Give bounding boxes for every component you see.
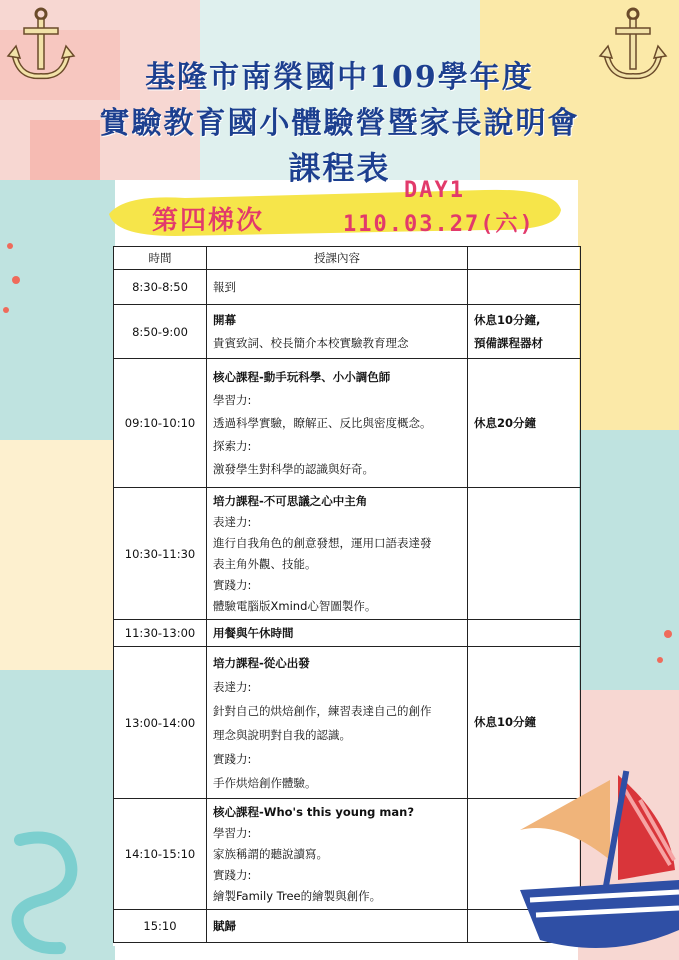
time-cell: 11:30-13:00 [114,620,207,647]
table-header-row [114,247,581,270]
note-cell [468,620,581,647]
time-cell: 8:50-9:00 [114,305,207,359]
content-line: 學習力: [213,392,252,407]
content-line: 貴賓致詞、校長簡介本校實驗教育理念 [213,335,409,350]
content-line: 培力課程-不可思議之心中主角 [213,493,368,508]
date-label: 110.03.27(六) [343,212,535,237]
content-cell [207,305,468,359]
page-title: 基隆市南榮國中109學年度 [145,60,534,95]
dots-decoration [648,620,679,680]
time-cell: 8:30-8:50 [114,270,207,305]
content-line: 進行自我角色的創意發想，運用口語表達發 [213,535,432,550]
column-header-note [468,247,581,270]
page-subtitle: 實驗教育國小體驗營暨家長說明會 [99,106,580,141]
content-cell [207,270,468,305]
content-cell [207,799,468,910]
column-header-content: 授課內容 [207,247,468,270]
note-line: 休息10分鐘 [474,715,537,729]
table-row [114,305,581,359]
table-row [114,488,581,620]
sailboat-illustration [500,760,679,960]
content-line: 開幕 [213,312,236,327]
time-cell: 10:30-11:30 [114,488,207,620]
content-line: 手作烘焙創作體驗。 [213,775,317,790]
content-line: 實踐力: [213,751,252,766]
content-cell [207,620,468,647]
note-cell [468,488,581,620]
time-cell: 13:00-14:00 [114,647,207,799]
batch-label: 第四梯次 [152,206,265,236]
content-cell [207,647,468,799]
content-line: 家族稱謂的聽說讀寫。 [213,846,328,861]
column-header-time: 時間 [114,247,207,270]
content-line: 針對自己的烘焙創作，練習表達自己的創作 [213,703,432,718]
time-cell: 15:10 [114,910,207,943]
content-line: 賦歸 [213,918,236,933]
content-line: 表達力: [213,514,252,529]
content-line: 核心課程-Who's this young man? [213,804,414,819]
swirl-decoration [0,820,95,960]
content-cell [207,359,468,488]
content-line: 激發學生對科學的認識與好奇。 [213,461,374,476]
content-line: 探索力: [213,438,252,453]
dots-decoration [0,240,30,320]
note-line: 預備課程器材 [474,335,543,350]
note-line: 休息10分鐘, [474,312,541,327]
content-line: 表主角外觀、技能。 [213,556,317,571]
note-line: 休息20分鐘 [474,415,537,430]
day-label: DAY1 [404,178,465,203]
note-cell [468,305,581,359]
content-line: 繪製Family Tree的繪製與創作。 [213,888,382,903]
schedule-heading: 課程表 [288,149,391,187]
content-line: 透過科學實驗，瞭解正、反比與密度概念。 [213,415,432,430]
content-line: 報到 [213,279,236,294]
content-line: 學習力: [213,825,252,840]
content-cell [207,488,468,620]
content-line: 核心課程-動手玩科學、小小調色師 [213,369,391,384]
time-cell: 14:10-15:10 [114,799,207,910]
table-row [114,359,581,488]
table-row [114,270,581,305]
content-line: 表達力: [213,679,252,694]
content-line: 實踐力: [213,577,252,592]
note-cell [468,359,581,488]
time-cell: 09:10-10:10 [114,359,207,488]
content-cell [207,910,468,943]
content-line: 用餐與午休時間 [213,625,294,640]
note-cell [468,270,581,305]
content-line: 體驗電腦版Xmind心智圖製作。 [213,598,377,613]
content-line: 理念與說明對自我的認識。 [213,727,351,742]
table-row [114,620,581,647]
content-line: 實踐力: [213,867,252,882]
content-line: 培力課程-從心出發 [213,655,310,670]
